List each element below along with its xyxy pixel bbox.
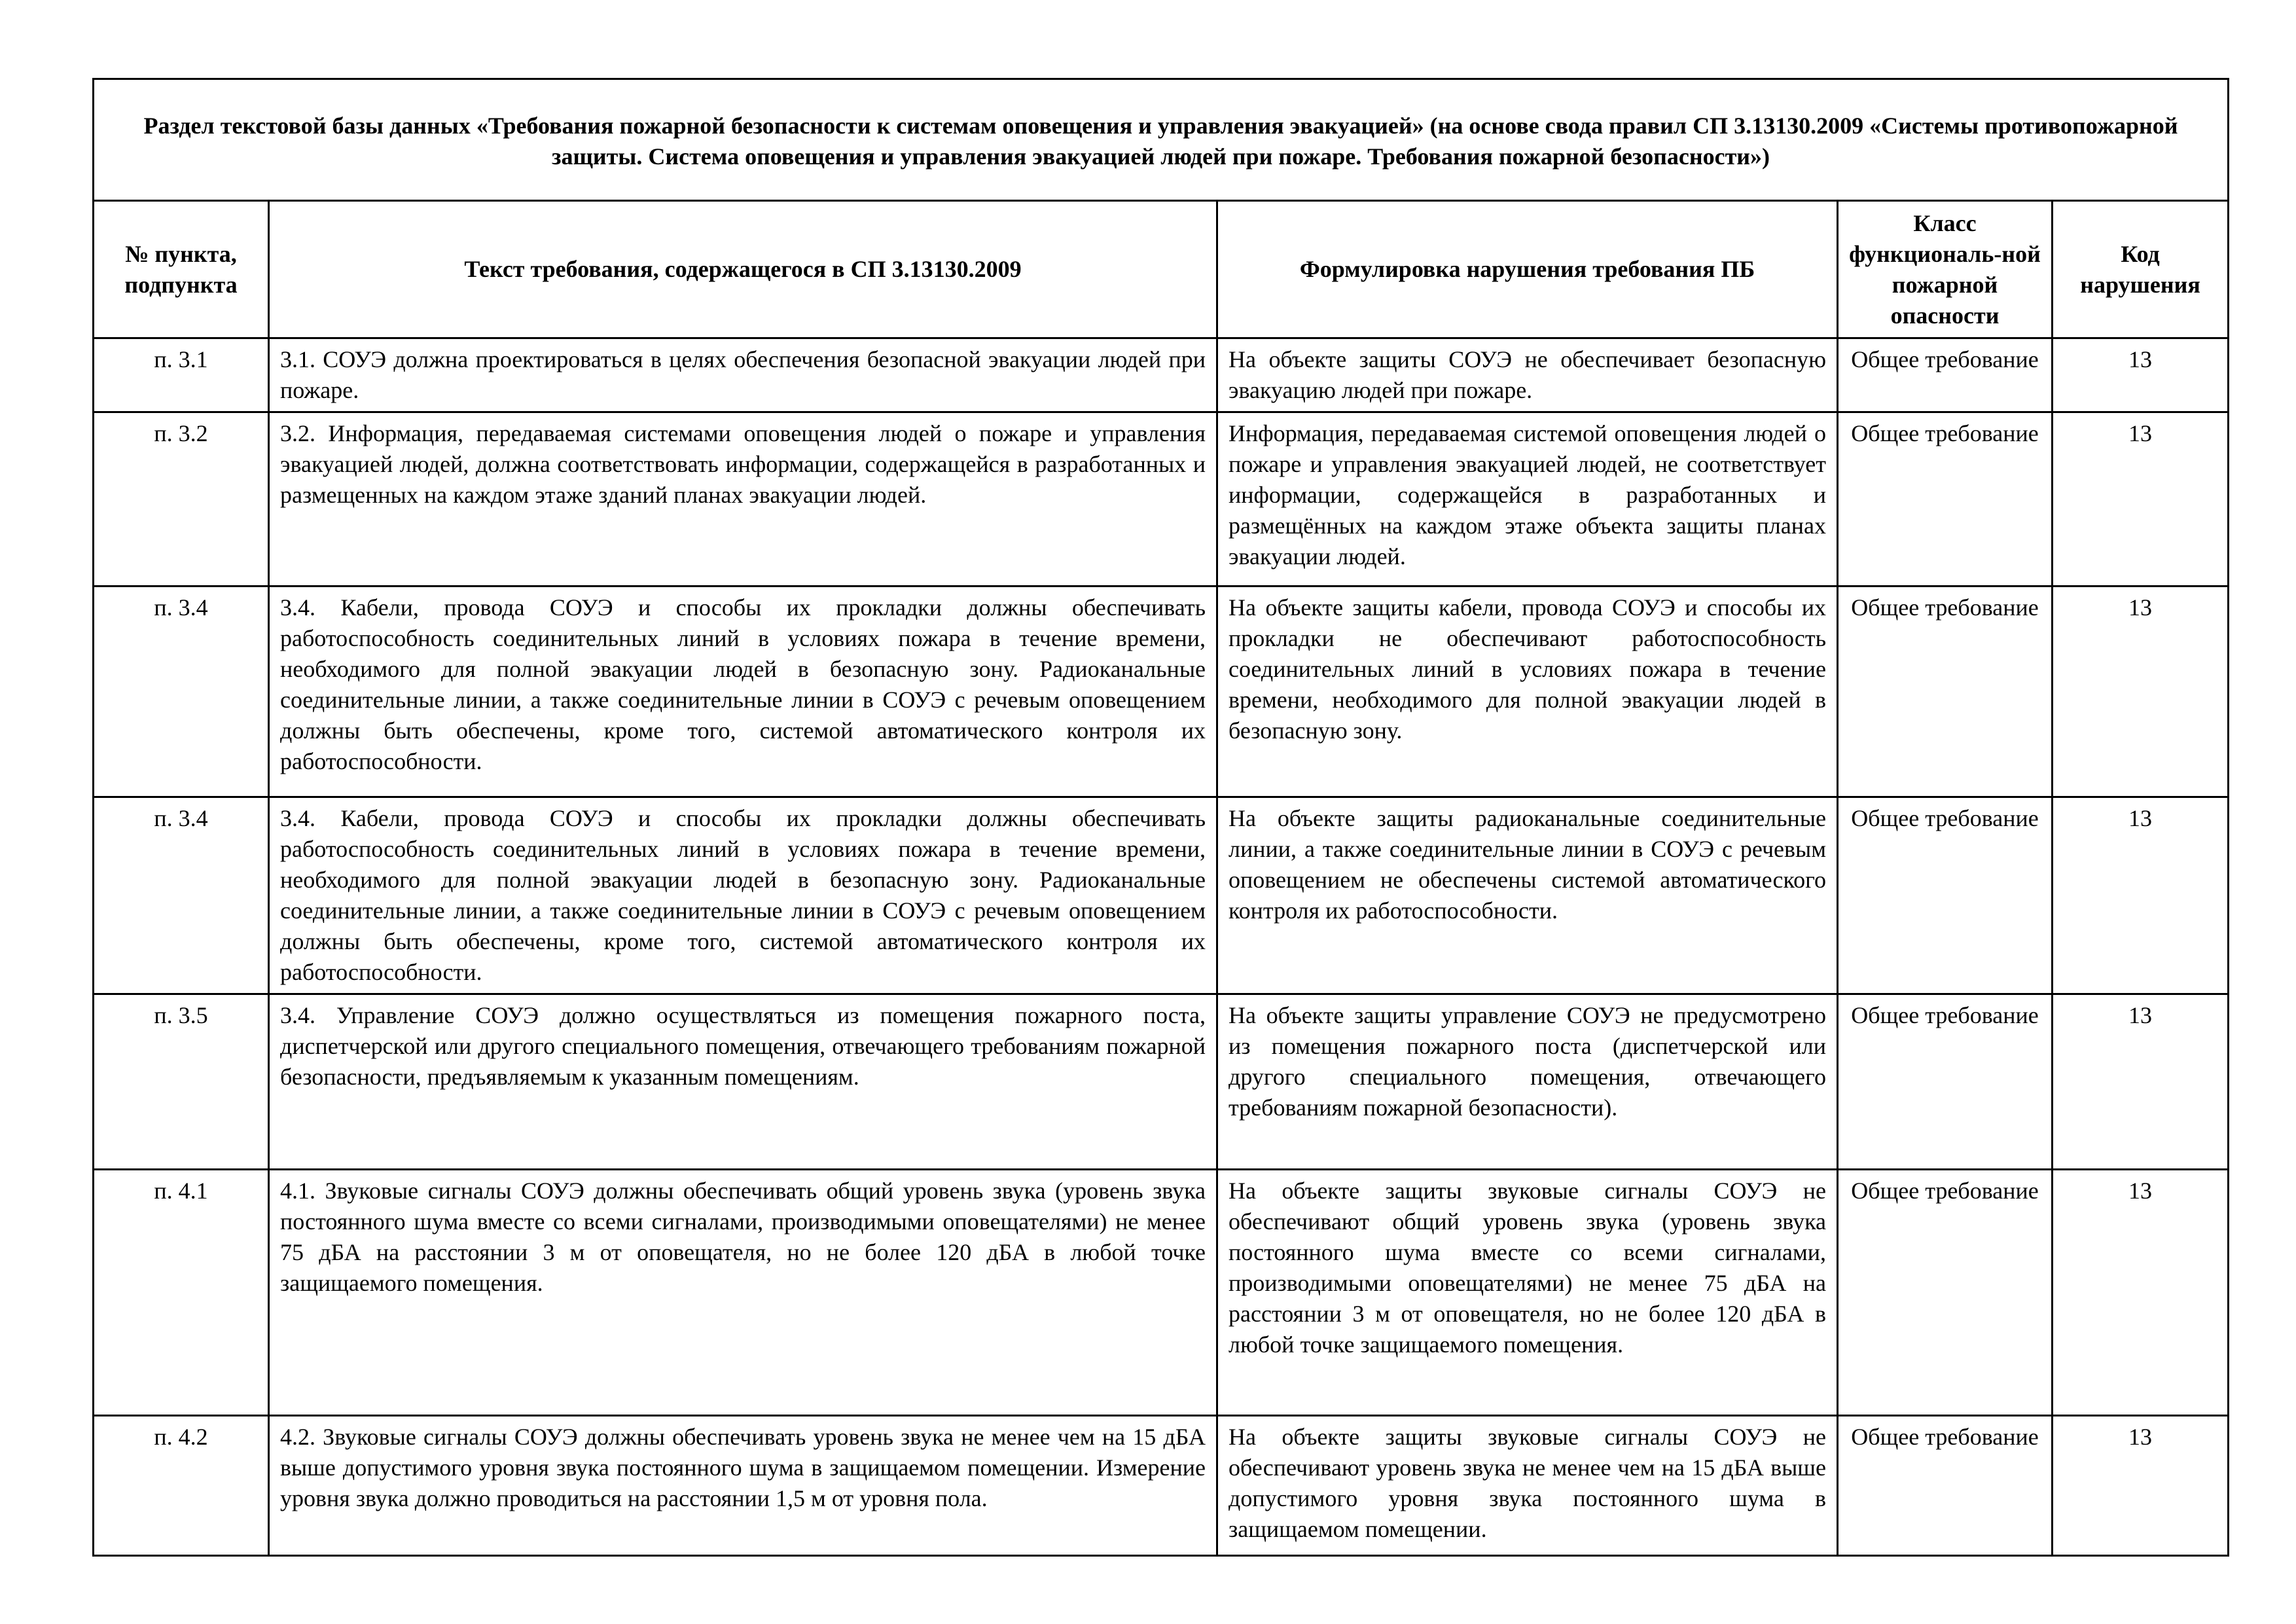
cell-code: 13 — [2053, 338, 2229, 412]
cell-text: 3.4. Кабели, провода СОУЭ и способы их прокладки должны обеспечивать работоспособность соединительных линий в условиях пожара в течение времени, необходимого для полной эвакуации людей в безопасную зону. Радиоканальные соединительные линии, а также соединительные линии в СОУЭ с речевым оповещением должны быть обеспечены, кроме того, системой автоматического контроля их работоспособности. — [269, 797, 1217, 994]
cell-num: п. 3.4 — [94, 586, 269, 797]
table-row — [94, 1416, 2229, 1556]
cell-class: Общее требование — [1838, 586, 2053, 797]
cell-code: 13 — [2053, 412, 2229, 586]
cell-text: 3.4. Кабели, провода СОУЭ и способы их прокладки должны обеспечивать работоспособность соединительных линий в условиях пожара в течение времени, необходимого для полной эвакуации людей в безопасную зону. Радиоканальные соединительные линии, а также соединительные линии в СОУЭ с речевым оповещением должны быть обеспечены, кроме того, системой автоматического контроля их работоспособности. — [269, 586, 1217, 797]
header-class: Класс функциональ-ной пожарной опасности — [1838, 201, 2053, 338]
requirements-table — [92, 78, 2229, 1557]
table-row — [94, 1170, 2229, 1416]
cell-violation: На объекте защиты звуковые сигналы СОУЭ не обеспечивают общий уровень звука (уровень звука постоянного шума вместе со всеми сигналами, производимыми оповещателями) не менее 75 дБА на расстоянии 3 м от оповещателя, но не более 120 дБА в любой точке защищаемого помещения. — [1217, 1170, 1838, 1416]
cell-num: п. 3.2 — [94, 412, 269, 586]
cell-num: п. 4.1 — [94, 1170, 269, 1416]
cell-violation: На объекте защиты радиоканальные соединительные линии, а также соединительные линии в СОУЭ с речевым оповещением не обеспечены системой автоматического контроля их работоспособности. — [1217, 797, 1838, 994]
header-code: Код нарушения — [2053, 201, 2229, 338]
cell-class: Общее требование — [1838, 1416, 2053, 1556]
cell-violation: На объекте защиты звуковые сигналы СОУЭ не обеспечивают уровень звука не менее чем на 15 дБА выше допустимого уровня звука постоянного шума в защищаемом помещении. — [1217, 1416, 1838, 1556]
table-row — [94, 994, 2229, 1170]
table-row — [94, 797, 2229, 994]
title-row — [94, 79, 2229, 201]
header-row — [94, 201, 2229, 338]
header-violation: Формулировка нарушения требования ПБ — [1217, 201, 1838, 338]
cell-violation: На объекте защиты управление СОУЭ не предусмотрено из помещения пожарного поста (диспетчерской или другого специального помещения, отвечающего требованиям пожарной безопасности). — [1217, 994, 1838, 1170]
cell-text: 4.2. Звуковые сигналы СОУЭ должны обеспечивать уровень звука не менее чем на 15 дБА выше допустимого уровня звука постоянного шума в защищаемом помещении. Измерение уровня звука должно проводиться на расстоянии 1,5 м от уровня пола. — [269, 1416, 1217, 1556]
cell-class: Общее требование — [1838, 797, 2053, 994]
header-text: Текст требования, содержащегося в СП 3.13130.2009 — [269, 201, 1217, 338]
cell-class: Общее требование — [1838, 338, 2053, 412]
cell-num: п. 3.1 — [94, 338, 269, 412]
cell-code: 13 — [2053, 586, 2229, 797]
table-row — [94, 338, 2229, 412]
cell-code: 13 — [2053, 1416, 2229, 1556]
table-row — [94, 412, 2229, 586]
table-title: Раздел текстовой базы данных «Требования пожарной безопасности к системам оповещения и управления эвакуацией» (на основе свода правил СП 3.13130.2009 «Системы противопожарной защиты. Система оповещения и управления эвакуацией людей при пожаре. Требования пожарной безопасности») — [94, 79, 2229, 201]
cell-code: 13 — [2053, 994, 2229, 1170]
cell-violation: На объекте защиты кабели, провода СОУЭ и способы их прокладки не обеспечивают работоспособность соединительных линий в условиях пожара в течение времени, необходимого для полной эвакуации людей в безопасную зону. — [1217, 586, 1838, 797]
cell-class: Общее требование — [1838, 994, 2053, 1170]
cell-num: п. 4.2 — [94, 1416, 269, 1556]
cell-code: 13 — [2053, 797, 2229, 994]
table-row — [94, 586, 2229, 797]
cell-num: п. 3.4 — [94, 797, 269, 994]
cell-text: 3.4. Управление СОУЭ должно осуществляться из помещения пожарного поста, диспетчерской или другого специального помещения, отвечающего требованиям пожарной безопасности, предъявляемым к указанным помещениям. — [269, 994, 1217, 1170]
cell-text: 4.1. Звуковые сигналы СОУЭ должны обеспечивать общий уровень звука (уровень звука постоянного шума вместе со всеми сигналами, производимыми оповещателями) не менее 75 дБА на расстоянии 3 м от оповещателя, но не более 120 дБА в любой точке защищаемого помещения. — [269, 1170, 1217, 1416]
cell-class: Общее требование — [1838, 1170, 2053, 1416]
cell-text: 3.1. СОУЭ должна проектироваться в целях обеспечения безопасной эвакуации людей при пожаре. — [269, 338, 1217, 412]
cell-num: п. 3.5 — [94, 994, 269, 1170]
cell-text: 3.2. Информация, передаваемая системами оповещения людей о пожаре и управления эвакуацией людей, должна соответствовать информации, содержащейся в разработанных и размещенных на каждом этаже зданий планах эвакуации людей. — [269, 412, 1217, 586]
cell-violation: Информация, передаваемая системой оповещения людей о пожаре и управления эвакуацией людей, не соответствует информации, содержащейся в разработанных и размещённых на каждом этаже объекта защиты планах эвакуации людей. — [1217, 412, 1838, 586]
cell-violation: На объекте защиты СОУЭ не обеспечивает безопасную эвакуацию людей при пожаре. — [1217, 338, 1838, 412]
header-num: № пункта, подпункта — [94, 201, 269, 338]
cell-code: 13 — [2053, 1170, 2229, 1416]
cell-class: Общее требование — [1838, 412, 2053, 586]
